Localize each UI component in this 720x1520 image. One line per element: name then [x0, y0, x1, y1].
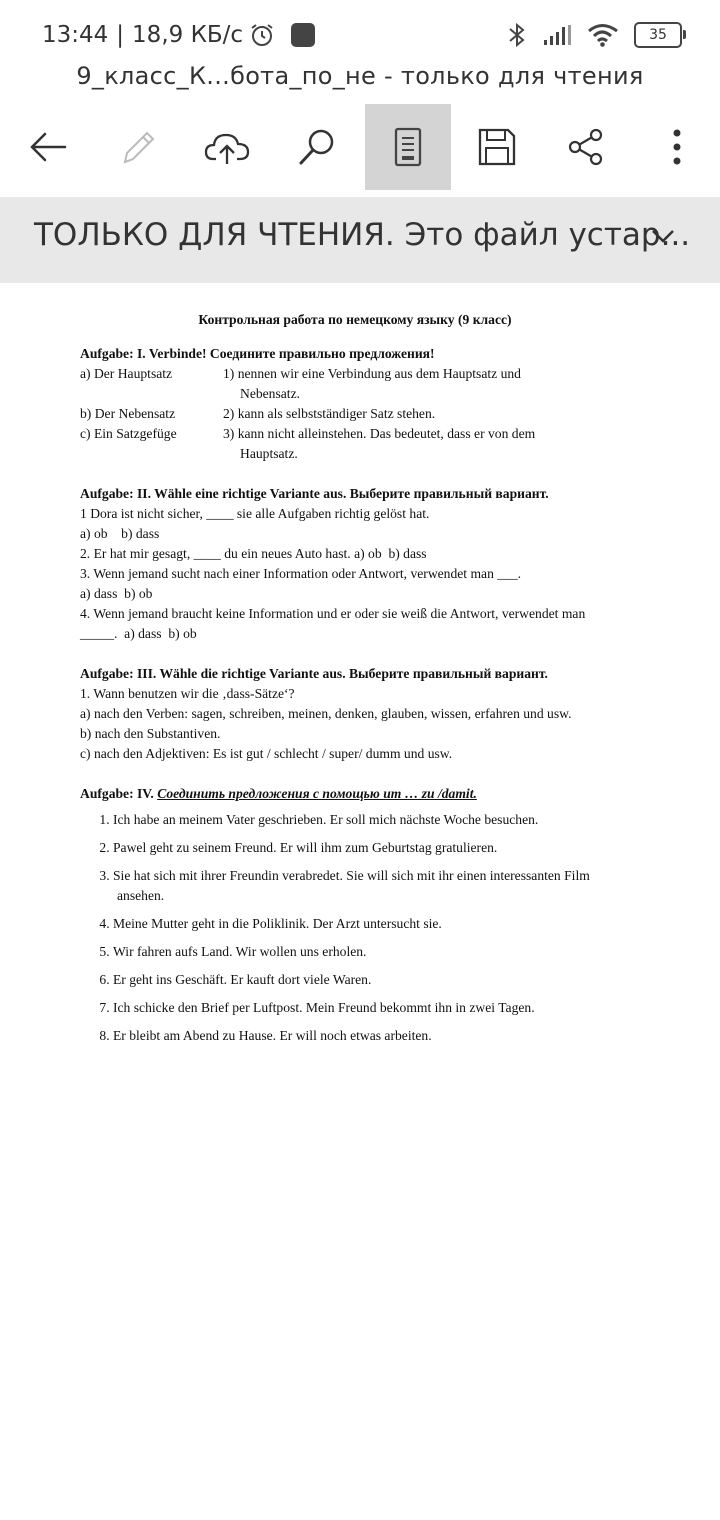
task-1-row [80, 364, 650, 384]
task-1 [80, 344, 650, 464]
task-4-heading-prefix: Aufgabe: IV. [80, 786, 154, 801]
battery-icon [634, 22, 682, 48]
battery-level: 35 [649, 27, 667, 43]
toolbar [0, 104, 720, 190]
task-1-continuation: Hauptsatz. [240, 446, 298, 461]
back-arrow-icon [27, 126, 69, 168]
task-1-right: 1) nennen wir eine Verbindung aus dem Hauptsatz und [223, 366, 521, 381]
task-4 [80, 784, 650, 1046]
search-button[interactable] [274, 104, 360, 190]
task-3 [80, 664, 650, 764]
status-time: 13:44 [42, 22, 109, 48]
cloud-upload-icon [204, 126, 250, 168]
reader-mode-icon [393, 127, 423, 167]
read-only-banner[interactable] [0, 197, 720, 283]
task-1-left: b) Der Nebensatz [80, 406, 176, 421]
task-1-continuation: Nebensatz. [240, 386, 301, 401]
list-item-continuation: ansehen. [117, 888, 165, 903]
task-3-line: c) nach den Adjektiven: Es ist gut / schlecht / super/ dumm und usw. [80, 746, 453, 761]
task-3-line: 1. Wann benutzen wir die ‚dass-Sätze‘? [80, 686, 295, 701]
document-page [80, 310, 650, 1066]
task-2-line: _____. a) dass b) ob [80, 626, 197, 641]
list-item [113, 998, 650, 1018]
list-item [113, 1026, 650, 1046]
list-item [113, 838, 650, 858]
list-item [113, 914, 650, 934]
task-4-heading-task: Соединить предложения с помощью um … zu /damit. [157, 786, 477, 801]
edit-button[interactable] [95, 104, 181, 190]
status-separator: | [116, 22, 125, 48]
task-1-heading: Aufgabe: I. Verbinde! Соедините правильно предложения! [80, 346, 435, 361]
share-button[interactable] [543, 104, 629, 190]
reader-mode-button[interactable] [365, 104, 451, 190]
status-right [506, 22, 682, 48]
list-item-text: Sie hat sich mit ihrer Freundin verabredet. Sie will sich mit ihr einen interessanten Film [113, 868, 590, 883]
task-2 [80, 484, 650, 644]
task-4-list [80, 810, 650, 1046]
list-item-text: Er geht ins Geschäft. Er kauft dort viele Waren. [113, 972, 372, 987]
status-network-speed: 18,9 КБ/с [132, 22, 244, 48]
task-4-heading [80, 784, 650, 804]
alarm-icon [249, 22, 275, 48]
list-item [113, 970, 650, 990]
task-2-line: 4. Wenn jemand braucht keine Information und er oder sie weiß die Antwort, verwendet man [80, 606, 586, 621]
more-icon [671, 127, 683, 167]
document-title: 9_класс_К...бота_по_не - только для чтения [76, 62, 644, 90]
task-2-line: a) dass b) ob [80, 586, 153, 601]
banner-text: ТОЛЬКО ДЛЯ ЧТЕНИЯ. Это файл устар... [34, 217, 691, 253]
save-button[interactable] [454, 104, 540, 190]
bluetooth-icon [506, 22, 528, 48]
save-icon [477, 127, 517, 167]
back-button[interactable] [5, 104, 91, 190]
task-2-line: a) ob b) dass [80, 526, 160, 541]
task-1-left: c) Ein Satzgefüge [80, 426, 177, 441]
notification-app-icon [291, 23, 315, 47]
more-options-button[interactable] [634, 104, 720, 190]
share-icon [566, 127, 606, 167]
task-3-line: a) nach den Verben: sagen, schreiben, meinen, denken, glauben, wissen, erfahren und usw. [80, 706, 572, 721]
list-item-text: Meine Mutter geht in die Poliklinik. Der Arzt untersucht sie. [113, 916, 442, 931]
task-2-line: 3. Wenn jemand sucht nach einer Information oder Antwort, verwendet man ___. [80, 566, 522, 581]
task-2-line: 1 Dora ist nicht sicher, ____ sie alle Aufgaben richtig gelöst hat. [80, 506, 430, 521]
pencil-icon [117, 126, 159, 168]
list-item-text: Wir fahren aufs Land. Wir wollen uns erholen. [113, 944, 367, 959]
status-bar [0, 0, 720, 64]
search-icon [296, 126, 338, 168]
list-item-text: Er bleibt am Abend zu Hause. Er will noch etwas arbeiten. [113, 1028, 432, 1043]
list-item-text: Ich habe an meinem Vater geschrieben. Er soll mich nächste Woche besuchen. [113, 812, 539, 827]
list-item-text: Ich schicke den Brief per Luftpost. Mein Freund bekommt ihn in zwei Tagen. [113, 1000, 535, 1015]
task-1-left: a) Der Hauptsatz [80, 366, 173, 381]
wifi-icon [586, 22, 620, 48]
list-item-text: Pawel geht zu seinem Freund. Er will ihm zum Geburtstag gratulieren. [113, 840, 498, 855]
list-item [113, 942, 650, 962]
task-1-row [80, 404, 650, 424]
chevron-down-icon[interactable] [650, 227, 676, 245]
upload-button[interactable] [184, 104, 270, 190]
task-1-right: 2) kann als selbstständiger Satz stehen. [223, 406, 436, 421]
list-item [113, 810, 650, 830]
signal-icon [542, 24, 572, 46]
task-3-line: b) nach den Substantiven. [80, 726, 221, 741]
task-1-row [80, 424, 650, 444]
task-2-heading: Aufgabe: II. Wähle eine richtige Variante aus. Выберите правильный вариант. [80, 486, 549, 501]
task-3-heading: Aufgabe: III. Wähle die richtige Variante aus. Выберите правильный вариант. [80, 666, 548, 681]
list-item [113, 866, 650, 906]
task-2-line: 2. Er hat mir gesagt, ____ du ein neues Auto hast. a) ob b) dass [80, 546, 427, 561]
document-heading: Контрольная работа по немецкому языку (9 класс) [198, 312, 512, 327]
status-left [42, 22, 315, 48]
task-1-right: 3) kann nicht alleinstehen. Das bedeutet, dass er von dem [223, 426, 536, 441]
